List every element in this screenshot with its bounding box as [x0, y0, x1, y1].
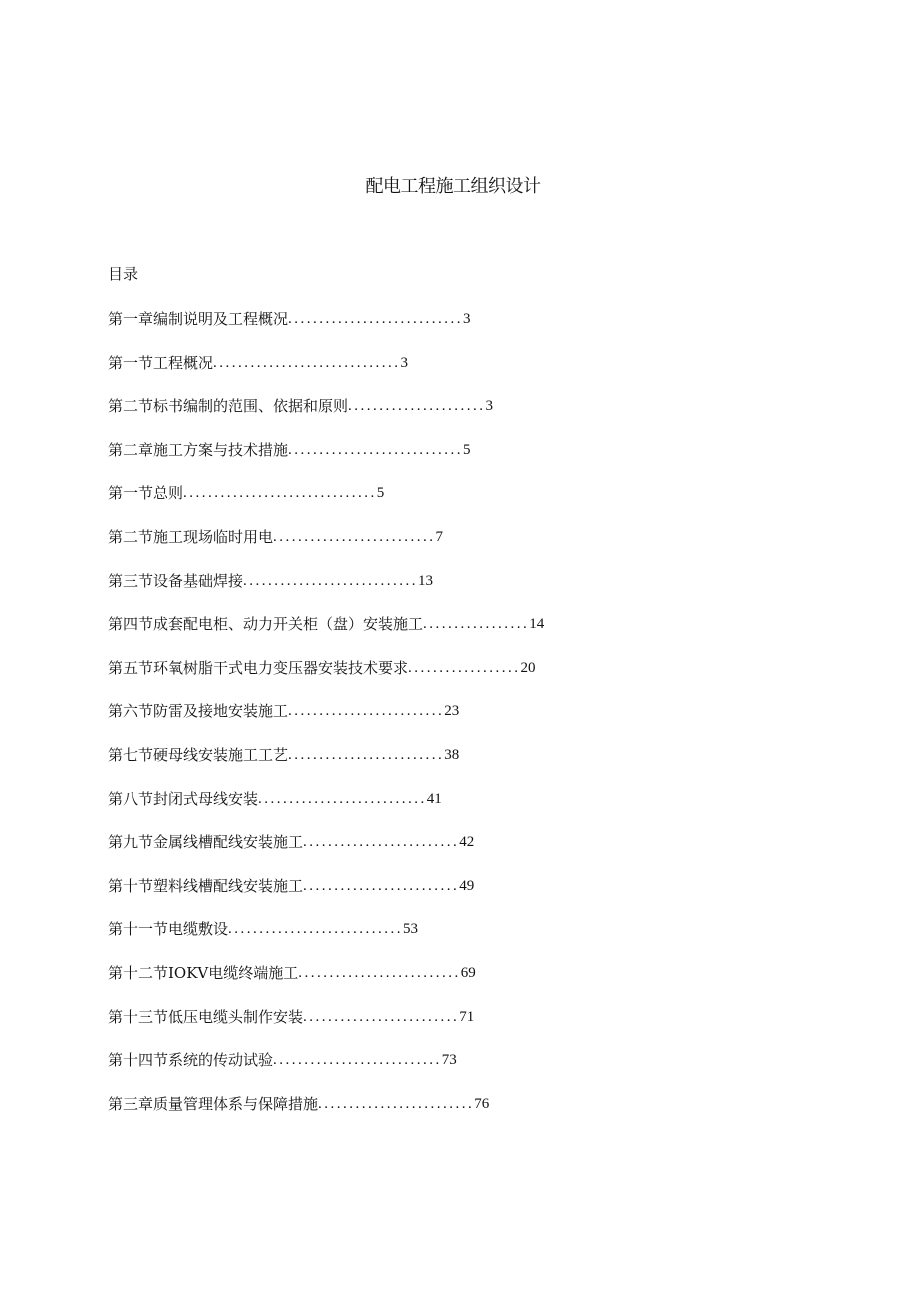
toc-entry-title: 第十三节低压电缆头制作安装 [108, 1007, 304, 1026]
toc-entry-leader: ............................ [288, 441, 464, 458]
toc-entry[interactable] [108, 1005, 544, 1049]
toc-entry-page: 49 [459, 877, 475, 894]
toc-entry-title: 第五节环氧树脂干式电力变压器安装技术要求 [108, 658, 409, 677]
toc-entry[interactable] [108, 874, 544, 918]
toc-entry-leader: ............................ [288, 311, 464, 327]
toc-entry-title: 第三章质量管理体系与保障措施 [108, 1094, 319, 1113]
toc-entry-leader: ......................... [318, 1095, 475, 1112]
toc-entry[interactable] [108, 525, 544, 569]
toc-entry-page: 14 [529, 616, 545, 633]
toc-entry-leader: ........................... [258, 790, 427, 807]
toc-entry-page: 5 [463, 441, 471, 458]
toc-entry-page: 23 [444, 703, 460, 720]
toc-entry-page: 42 [459, 834, 475, 851]
toc-entry-page: 13 [418, 572, 434, 589]
toc-entry-leader: .......................... [273, 528, 436, 545]
toc-entry-page: 7 [435, 528, 444, 545]
table-of-contents [108, 307, 544, 1135]
toc-entry-page: 73 [441, 1052, 457, 1069]
toc-entry-title: 第九节金属线槽配线安装施工 [108, 833, 304, 852]
toc-entry-leader: ...................... [348, 398, 486, 415]
toc-entry-page: 71 [459, 1008, 475, 1025]
toc-entry[interactable] [108, 307, 544, 351]
toc-entry-leader: ......................... [288, 703, 445, 720]
toc-entry-leader: ........................... [273, 1052, 442, 1069]
toc-entry-title: 第三节设备基础焊接 [108, 571, 244, 590]
toc-entry-title: 第七节硬母线安装施工工艺 [108, 745, 289, 764]
toc-entry[interactable] [108, 351, 544, 395]
toc-entry[interactable] [108, 394, 544, 438]
toc-entry-title: 第十四节系统的传动试验 [108, 1051, 274, 1070]
toc-entry[interactable] [108, 569, 544, 613]
toc-entry[interactable] [108, 1092, 544, 1136]
toc-entry-page: 38 [444, 746, 460, 763]
toc-entry[interactable] [108, 1048, 544, 1092]
toc-entry[interactable] [108, 917, 544, 961]
toc-entry-page: 3 [463, 311, 471, 327]
toc-entry-page: 20 [520, 659, 536, 676]
toc-entry-title: 第四节成套配电柜、动力开关柜（盘）安装施工 [108, 615, 424, 634]
toc-entry-title: 第六节防雷及接地安装施工 [108, 702, 289, 721]
toc-entry-title: 第十一节电缆敷设 [108, 920, 229, 939]
toc-entry[interactable] [108, 656, 544, 700]
toc-entry-page: 41 [426, 790, 442, 807]
toc-entry-leader: .................. [408, 659, 521, 676]
toc-entry-leader: ......................... [303, 834, 460, 851]
toc-entry-title: 第八节封闭式母线安装 [108, 789, 259, 808]
toc-entry-title: 第一章编制说明及工程概况 [108, 310, 289, 328]
toc-entry-title: 第十二节IOKV电缆终端施工 [108, 963, 299, 982]
toc-entry-page: 3 [485, 398, 494, 415]
toc-entry-leader: .......................... [298, 964, 461, 981]
toc-entry-leader: ......................... [288, 746, 445, 763]
toc-entry-title: 第二节施工现场临时用电 [108, 527, 274, 546]
toc-entry-page: 76 [474, 1095, 490, 1112]
toc-entry-title: 第二章施工方案与技术措施 [108, 440, 289, 459]
toc-entry[interactable] [108, 612, 544, 656]
toc-entry[interactable] [108, 961, 544, 1005]
toc-entry-leader: ......................... [303, 877, 460, 894]
document-title: 配电工程施工组织设计 [365, 176, 541, 197]
toc-entry-page: 5 [376, 485, 385, 502]
toc-entry[interactable] [108, 743, 544, 787]
toc-entry-title: 第一节总则 [108, 484, 184, 503]
toc-entry-title: 第十节塑料线槽配线安装施工 [108, 876, 304, 895]
toc-entry-leader: ............................... [183, 485, 377, 502]
toc-entry[interactable] [108, 481, 544, 525]
toc-entry-title: 第一节工程概况 [108, 353, 214, 372]
toc-entry-leader: ................. [423, 616, 530, 633]
toc-entry[interactable] [108, 438, 544, 482]
toc-entry[interactable] [108, 787, 544, 831]
toc-entry-page: 53 [403, 921, 419, 938]
toc-entry-page: 3 [400, 354, 409, 371]
toc-entry-title: 第二节标书编制的范围、依据和原则 [108, 397, 349, 416]
toc-entry-page: 69 [460, 964, 476, 981]
toc-entry-leader: ............................ [243, 572, 419, 589]
toc-entry-leader: ............................ [228, 921, 404, 938]
toc-entry[interactable] [108, 830, 544, 874]
toc-heading: 目录 [108, 265, 139, 283]
toc-entry[interactable] [108, 699, 544, 743]
toc-entry-leader: ......................... [303, 1008, 460, 1025]
toc-entry-leader: .............................. [213, 354, 401, 371]
